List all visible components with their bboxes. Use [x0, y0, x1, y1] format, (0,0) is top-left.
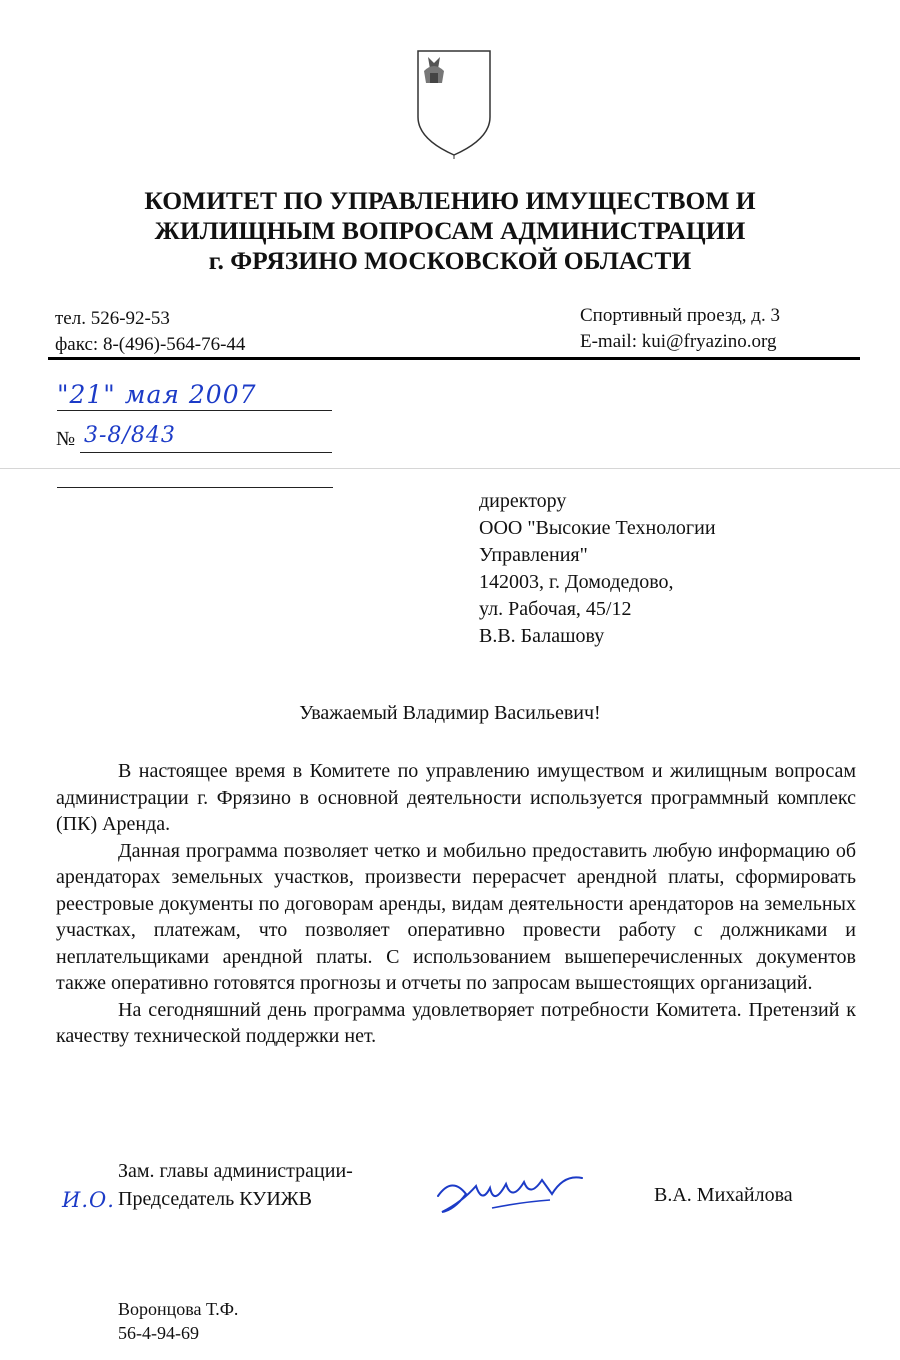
- addressee-line: директору: [479, 490, 567, 512]
- fax-text: факс: 8-(496)-564-76-44: [55, 334, 246, 355]
- title-line-1: КОМИТЕТ ПО УПРАВЛЕНИЮ ИМУЩЕСТВОМ И: [144, 186, 756, 215]
- body-paragraph-2: Данная программа позволяет четко и мобильно предоставить любую информацию об арендаторах земельных участков, произвести перерасчет арендной платы, сформировать реестровые документы по договорам аренды, видам деятельности арендаторов на земельных участках, платежам, что позволяет оперативно провести работу с должниками и неплательщиками арендной платы. С использованием вышеперечисленных документов также оперативно готовятся прогнозы и отчеты по запросам вышестоящих организаций.: [56, 839, 856, 994]
- number-prefix: №: [56, 428, 76, 450]
- handwritten-signature: [432, 1166, 592, 1226]
- body-paragraph-1: В настоящее время в Комитете по управлению имуществом и жилищным вопросам администрации г. Фрязино в основной деятельности используется программный комплекс (ПК) Аренда.: [56, 760, 856, 835]
- position-line-2: Председатель КУИЖВ: [118, 1188, 313, 1210]
- position-line-1: Зам. главы администрации-: [118, 1160, 353, 1182]
- addressee-line: ул. Рабочая, 45/12: [479, 598, 632, 620]
- letter-body: [56, 758, 856, 1050]
- scan-artifact-line: [0, 468, 900, 469]
- addressee-line: ООО "Высокие Технологии: [479, 517, 716, 539]
- executor-phone: 56-4-94-69: [118, 1323, 199, 1343]
- signatory-position: [118, 1157, 353, 1213]
- blank-underline: [57, 487, 333, 488]
- handwritten-date: "21" мая 2007: [57, 380, 257, 409]
- title-line-2: ЖИЛИЩНЫМ ВОПРОСАМ АДМИНИСТРАЦИИ: [154, 216, 746, 245]
- organization-title: [0, 186, 900, 276]
- addressee-line: Управления": [479, 544, 588, 566]
- header-divider: [48, 357, 860, 360]
- executor-block: [118, 1297, 238, 1345]
- handwritten-number: 3-8/843: [84, 423, 176, 448]
- coat-of-arms-emblem: [414, 47, 494, 159]
- executor-name: Воронцова Т.Ф.: [118, 1299, 239, 1319]
- addressee-line: 142003, г. Домодедово,: [479, 571, 674, 593]
- signatory-name: В.А. Михайлова: [654, 1184, 793, 1206]
- date-underline: [57, 410, 332, 411]
- email-text: E-mail: kui@fryazino.org: [580, 331, 777, 352]
- salutation: Уважаемый Владимир Васильевич!: [299, 702, 601, 724]
- addressee-line: В.В. Балашову: [479, 625, 605, 647]
- body-paragraph-3: На сегодняшний день программа удовлетворяет потребности Комитета. Претензий к качеству технической поддержки нет.: [56, 998, 856, 1047]
- number-underline: [80, 452, 332, 453]
- addressee-block: [479, 488, 716, 650]
- title-line-3: г. ФРЯЗИНО МОСКОВСКОЙ ОБЛАСТИ: [208, 246, 692, 275]
- handwritten-acting-mark: И.О.: [62, 1188, 115, 1212]
- phone-text: тел. 526-92-53: [55, 308, 170, 329]
- contact-phones: [55, 306, 245, 358]
- address-text: Спортивный проезд, д. 3: [580, 305, 780, 326]
- contact-address: [580, 303, 780, 355]
